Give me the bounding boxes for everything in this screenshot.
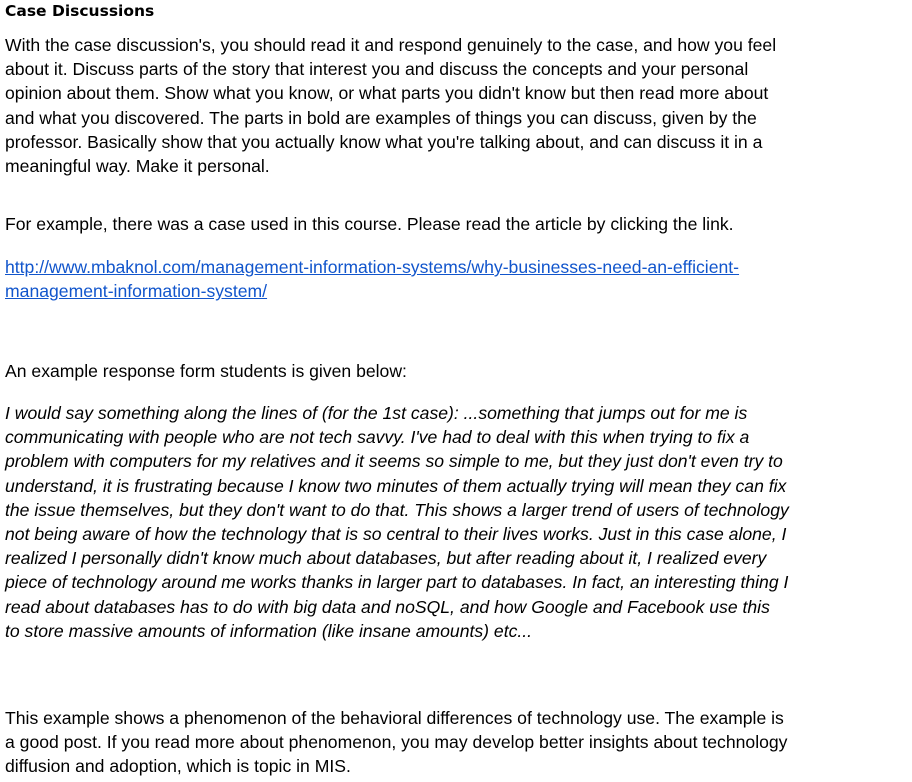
- intro-line: about it. Discuss parts of the story that interest you and discuss the concepts and your personal: [5, 59, 749, 80]
- article-link-paragraph: [5, 255, 907, 303]
- example-response-line: realized I personally didn't know much about databases, but after reading about it, I realized every: [5, 548, 767, 569]
- closing-line: a good post. If you read more about phenomenon, you may develop better insights about technology: [5, 732, 788, 753]
- closing-line: diffusion and adoption, which is topic in MIS.: [5, 756, 351, 777]
- example-response-line: not being aware of how the technology that is so central to their lives works. Just in this case alone, I: [5, 524, 787, 545]
- example-case-paragraph: [5, 212, 907, 236]
- intro-line: professor. Basically show that you actually know what you're talking about, and can discuss it in a: [5, 131, 763, 152]
- example-response-intro: [5, 359, 907, 383]
- article-link[interactable]: management-information-system/: [5, 281, 268, 302]
- intro-line: meaningful way. Make it personal.: [5, 156, 270, 177]
- example-response-line: the issue themselves, but they don't want to do that. This shows a larger trend of users of technology: [5, 499, 789, 520]
- example-response-line: understand, it is frustrating because I know two minutes of them actually trying will mean they can fix: [5, 475, 787, 496]
- example-response-line: read about databases has to do with big data and noSQL, and how Google and Facebook use this: [5, 596, 770, 617]
- intro-line: opinion about them. Show what you know, or what parts you didn't know but then read more about: [5, 83, 769, 104]
- intro-paragraph: [5, 33, 907, 178]
- closing-line: This example shows a phenomenon of the behavioral differences of technology use. The example is: [5, 708, 784, 728]
- example-response-line: communicating with people who are not tech savvy. I've had to deal with this when trying to fix a: [5, 427, 750, 448]
- example-response-line: piece of technology around me works thanks in larger part to databases. In fact, an interesting thing I: [5, 572, 789, 593]
- example-response-paragraph: [5, 401, 907, 643]
- closing-paragraph: [5, 706, 907, 779]
- example-case-text: For example, there was a case used in this course. Please read the article by clicking the link.: [5, 214, 734, 234]
- page-title: Case Discussions: [5, 2, 155, 20]
- intro-line: and what you discovered. The parts in bold are examples of things you can discuss, given by the: [5, 107, 757, 128]
- example-response-intro-text: An example response form students is given below:: [5, 361, 407, 381]
- intro-line: With the case discussion's, you should read it and respond genuinely to the case, and how you feel: [5, 35, 777, 55]
- example-response-line: to store massive amounts of information (like insane amounts) etc...: [5, 620, 533, 641]
- example-response-line: problem with computers for my relatives and it seems so simple to me, but they just don't even try to: [5, 451, 783, 472]
- example-response-line: I would say something along the lines of (for the 1st case): ...something that jumps out for me is: [5, 403, 748, 423]
- article-link[interactable]: http://www.mbaknol.com/management-information-systems/why-businesses-need-an-efficient-: [5, 257, 740, 277]
